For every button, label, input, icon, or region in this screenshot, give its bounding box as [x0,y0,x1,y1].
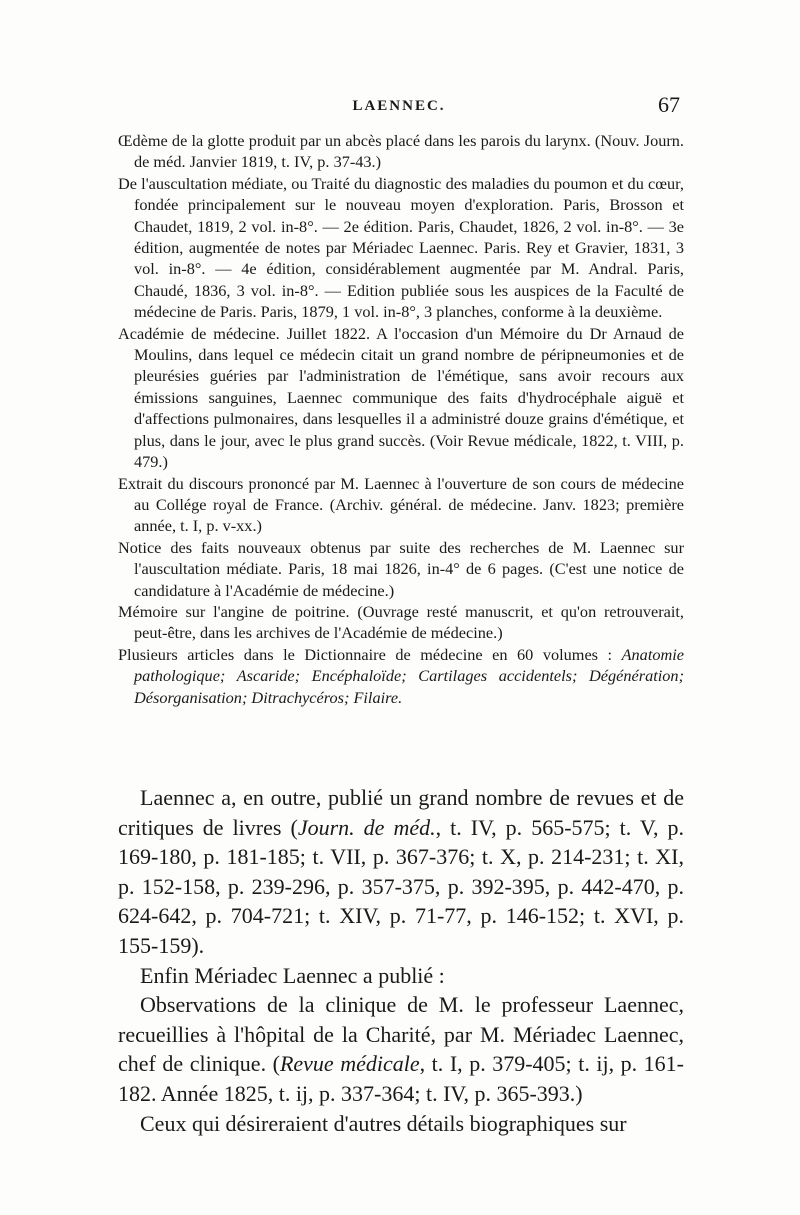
entry-text: Plusieurs articles dans le Dictionnaire de médecine en 60 volumes : [118,644,613,664]
bibliography-entry [118,537,684,601]
bibliography-list [118,130,684,708]
paragraph [118,961,684,991]
bibliography-entry [118,323,684,473]
entry-text: Mémoire sur l'angine de poitrine. (Ouvrage resté manuscrit, et qu'on retrouverait, peut-être, dans les archives de l'Académie de médecine.) [118,601,684,643]
entry-text: Œdème de la glotte produit par un abcès placé dans les parois du larynx. (Nouv. Journ. de méd. Janvier 1819, t. IV, p. 37-43.) [118,131,684,172]
paragraph-text: Observations de la clinique de M. le professeur Laennec, recueillies à l'hôpital de la Charité, par M. Mériadec Laennec, chef de clinique. ( [118,992,684,1077]
running-head: LAENNEC. [352,98,446,114]
bibliography-entry [118,130,684,173]
bibliography-entry [118,601,684,644]
entry-text: De l'auscultation médiate, ou Traité du diagnostic des maladies du poumon et du cœur, fondée principalement sur le nouveau moyen d'exploration. Paris, Brosson et Chaudet, 1819, 2 vol. in-8°. — 2e édition. Paris, Chaudet, 1826, 2 vol. in-8°. — 3e édition, augmentée de notes par Mériadec Laennec. Paris. Rey et Gravier, 1831, 3 vol. in-8°. — 4e édition, considérablement augmentée par M. Andral. Paris, Chaudé, 1836, 3 vol. in-8°. — Edition publiée sous les auspices de la Faculté de médecine de Paris. Paris, 1879, 1 vol. in-8°, 3 planches, conforme à la deuxième. [118,173,684,322]
paragraph-text: Laennec a, en outre, publié un grand nombre de revues et de critiques de livres ( [118,785,684,840]
journal-title: Journ. de méd. [297,814,436,840]
page-header [118,92,680,122]
journal-title: Revue médicale [279,1051,420,1077]
paragraph-text: , t. IV, p. 565-575; t. V, p. 169-180, p. 181-185; t. VII, p. 367-376; t. X, p. 214-231; t. XI, p. 152-158, p. 239-296, p. 357-375, p. 392-395, p. 442-470, p. 624-642, p. 704-721; t. XIV, p. 71-77, p. 146-152; t. XVI, p. 155-159). [118,814,684,958]
paragraph [118,1109,684,1139]
paragraph-text: Ceux qui désireraient d'autres détails biographiques sur [140,1110,627,1136]
bibliography-entry [118,173,684,323]
paragraph [118,990,684,1108]
body-text [118,783,684,1138]
page-number: 67 [658,92,680,117]
paragraph-text: Enfin Mériadec Laennec a publié : [140,962,445,988]
paragraph [118,783,684,961]
entry-text: Notice des faits nouveaux obtenus par suite des recherches de M. Laennec sur l'auscultation médiate. Paris, 18 mai 1826, in-4° de 6 pages. (C'est une notice de candidature à l'Académie de médecine.) [118,537,684,600]
bibliography-entry [118,473,684,537]
article-titles: Anatomie pathologique; Ascaride; Encéphaloïde; Cartilages accidentels; Dégénération; Désorganisation; Ditrachycéros; Filaire. [134,644,684,707]
paragraph-text: , t. I, p. 379-405; t. ij, p. 161-182. Année 1825, t. ij, p. 337-364; t. IV, p. 365-393.) [118,1051,684,1106]
entry-text: Académie de médecine. Juillet 1822. A l'occasion d'un Mémoire du Dr Arnaud de Moulins, dans lequel ce médecin citait un grand nombre de péripneumonies et de pleurésies guéries par l'administration de l'émétique, sans avoir recours aux émissions sanguines, Laennec communique des faits d'hydrocéphale aiguë et d'affections pulmonaires, dans lesquelles il a administré douze grains d'émétique, et plus, dans le jour, avec le plus grand succès. (Voir Revue médicale, 1822, t. VIII, p. 479.) [118,323,684,472]
entry-text: Extrait du discours prononcé par M. Laennec à l'ouverture de son cours de médecine au Collége royal de France. (Archiv. général. de médecine. Janv. 1823; première année, t. I, p. v-xx.) [118,473,684,536]
bibliography-entry [118,644,684,708]
